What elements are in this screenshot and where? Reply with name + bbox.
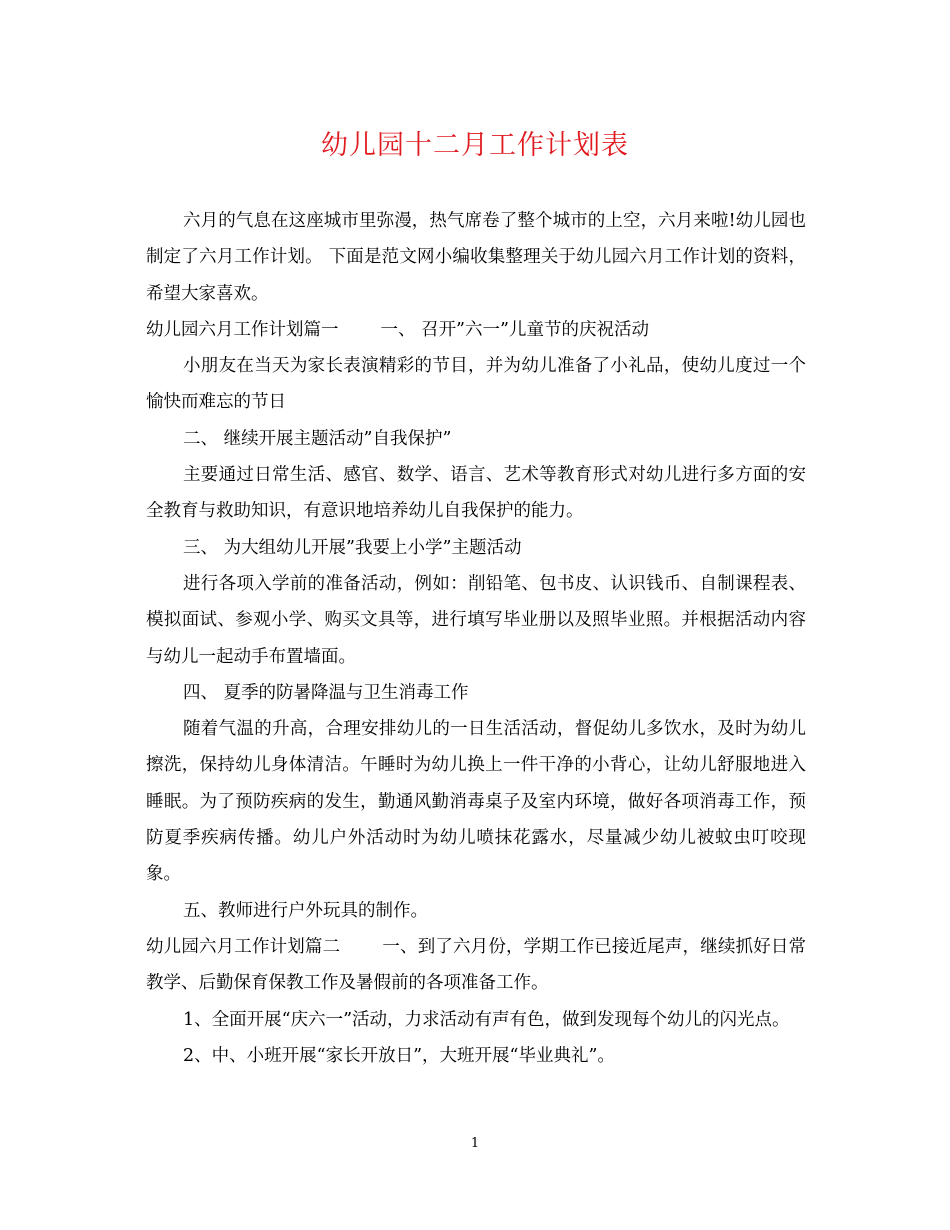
part2-heading-line: [146, 929, 806, 1002]
part1-item1-title: 一、 召开”六一”儿童节的庆祝活动: [380, 319, 649, 340]
document-body: [146, 203, 806, 1074]
part1-item2-title: 二、 继续开展主题活动”自我保护”: [183, 428, 452, 449]
part1-heading-line: [146, 312, 806, 348]
part2-item1-title: 一、到了六月份，学期工作已接近尾声，继续抓好日常教学、后勤保育保教工作及暑假前的各项准备工作。: [146, 936, 807, 994]
part1-item2-body: 主要通过日常生活、感官、数学、语言、艺术等教育形式对幼儿进行多方面的安全教育与救助知识，有意识地培养幼儿自我保护的能力。: [146, 465, 806, 522]
part1-item4-title: 四、 夏季的防暑降温与卫生消毒工作: [183, 682, 469, 703]
part1-item1-body: 小朋友在当天为家长表演精彩的节目，并为幼儿准备了小礼品，使幼儿度过一个愉快而难忘的节日: [146, 356, 806, 413]
part2-point1: 1、全面开展“庆六一”活动，力求活动有声有色，做到发现每个幼儿的闪光点。: [183, 1009, 790, 1030]
part1-heading: 幼儿园六月工作计划篇一: [146, 319, 339, 340]
part1-item3-title: 三、 为大组幼儿开展”我要上小学”主题活动: [183, 537, 522, 558]
part2-point2: 2、中、小班开展“家长开放日”，大班开展“毕业典礼”。: [183, 1045, 615, 1066]
intro-paragraph: 六月的气息在这座城市里弥漫，热气席卷了整个城市的上空，六月来啦!幼儿园也制定了六月工作计划。 下面是范文网小编收集整理关于幼儿园六月工作计划的资料，希望大家喜欢。: [146, 211, 806, 304]
part1-item5-title: 五、教师进行户外玩具的制作。: [183, 900, 428, 921]
part2-heading: 幼儿园六月工作计划篇二: [146, 936, 341, 957]
page-number: 1: [470, 1136, 480, 1151]
document-title: 幼儿园十二月工作计划表: [321, 130, 629, 161]
part1-item4-body: 随着气温的升高，合理安排幼儿的一日生活活动，督促幼儿多饮水，及时为幼儿擦洗，保持幼儿身体清洁。午睡时为幼儿换上一件干净的小背心，让幼儿舒服地进入睡眠。为了预防疾病的发生，勤通风勤消毒桌子及室内环境，做好各项消毒工作，预防夏季疾病传播。幼儿户外活动时为幼儿喷抹花露水，尽量减少幼儿被蚊虫叮咬现象。: [146, 719, 806, 885]
part1-item3-body: 进行各项入学前的准备活动，例如：削铅笔、包书皮、认识钱币、自制课程表、模拟面试、参观小学、购买文具等，进行填写毕业册以及照毕业照。并根据活动内容与幼儿一起动手布置墙面。: [146, 573, 806, 667]
